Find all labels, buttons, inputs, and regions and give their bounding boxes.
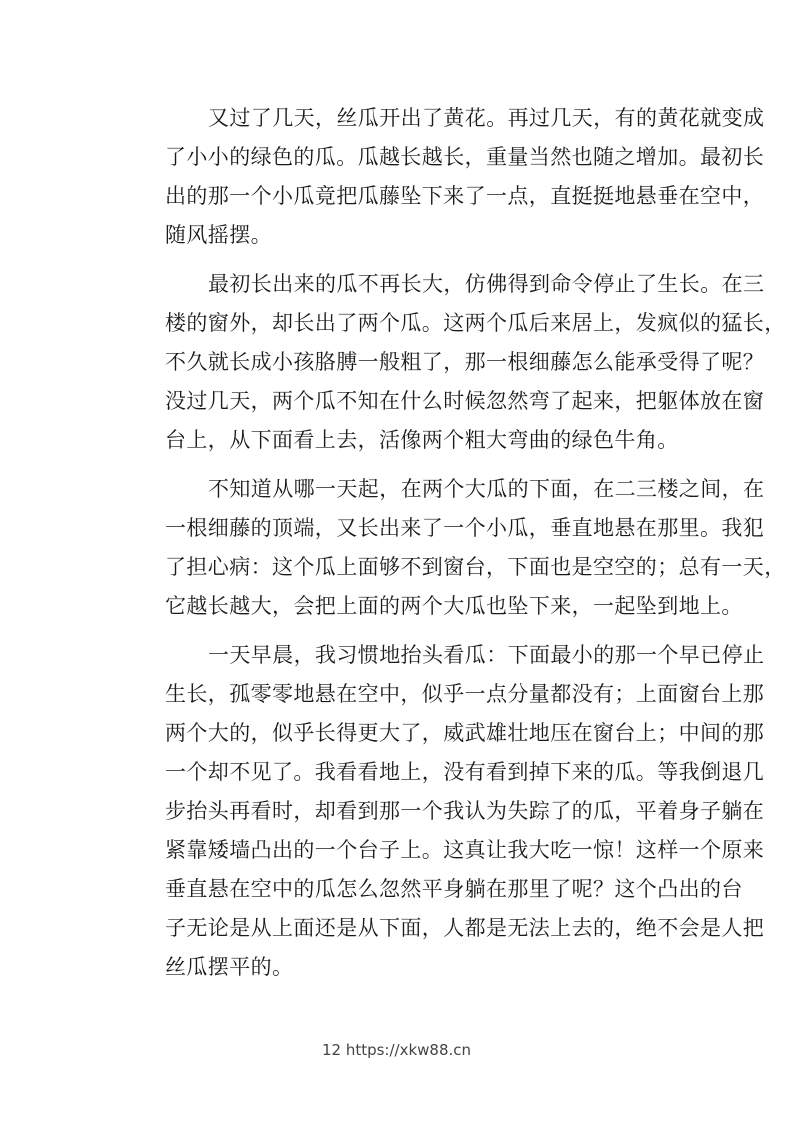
text-line: 垂直悬在空中的瓜怎么忽然平身躺在那里了呢？这个凸出的台: [165, 877, 743, 901]
paragraph: [165, 636, 765, 987]
text-line: 步抬头再看时，却看到那一个我认为失踪了的瓜，平着身子躺在: [165, 799, 765, 823]
text-line: 一天早晨，我习惯地抬头看瓜：下面最小的那一个早已停止: [208, 643, 765, 667]
text-line: 了小小的绿色的瓜。瓜越长越长，重量当然也随之增加。最初长: [165, 145, 765, 169]
text-line: 两个大的，似乎长得更大了，威武雄壮地压在窗台上；中间的那: [165, 721, 765, 745]
text-line: 出的那一个小瓜竟把瓜藤坠下来了一点，直挺挺地悬垂在空中，: [165, 184, 765, 208]
text-line: 台上，从下面看上去，活像两个粗大弯曲的绿色牛角。: [165, 428, 679, 452]
paragraph: [165, 470, 786, 626]
text-line: 楼的窗外，却长出了两个瓜。这两个瓜后来居上，发疯似的猛长，: [165, 311, 786, 335]
text-line: 又过了几天，丝瓜开出了黄花。再过几天，有的黄花就变成: [208, 106, 765, 130]
text-line: 没过几天，两个瓜不知在什么时候忽然弯了起来，把躯体放在窗: [165, 389, 765, 413]
page-footer: [0, 1041, 793, 1059]
footer-url[interactable]: https://xkw88.cn: [345, 1041, 472, 1059]
text-line: 丝瓜摆平的。: [165, 955, 294, 979]
text-line: 最初长出来的瓜不再长大，仿佛得到命令停止了生长。在三: [208, 272, 765, 296]
text-line: 了担心病：这个瓜上面够不到窗台，下面也是空空的；总有一天，: [165, 555, 786, 579]
document-body: [165, 99, 786, 997]
text-line: 一个却不见了。我看看地上，没有看到掉下来的瓜。等我倒退几: [165, 760, 765, 784]
text-line: 它越长越大，会把上面的两个大瓜也坠下来，一起坠到地上。: [165, 594, 743, 618]
paragraph: [165, 265, 786, 460]
text-line: 子无论是从上面还是从下面，人都是无法上去的，绝不会是人把: [165, 916, 765, 940]
text-line: 一根细藤的顶端，又长出来了一个小瓜，垂直地悬在那里。我犯: [165, 516, 765, 540]
text-line: 不久就长成小孩胳膊一般粗了，那一根细藤怎么能承受得了呢？: [165, 350, 765, 374]
text-line: 生长，孤零零地悬在空中，似乎一点分量都没有；上面窗台上那: [165, 682, 765, 706]
text-line: 紧靠矮墙凸出的一个台子上。这真让我大吃一惊！这样一个原来: [165, 838, 765, 862]
text-line: 不知道从哪一天起，在两个大瓜的下面，在二三楼之间，在: [208, 477, 765, 501]
page-number: 12: [321, 1041, 342, 1059]
text-line: 随风摇摆。: [165, 223, 272, 247]
paragraph: [165, 99, 765, 255]
